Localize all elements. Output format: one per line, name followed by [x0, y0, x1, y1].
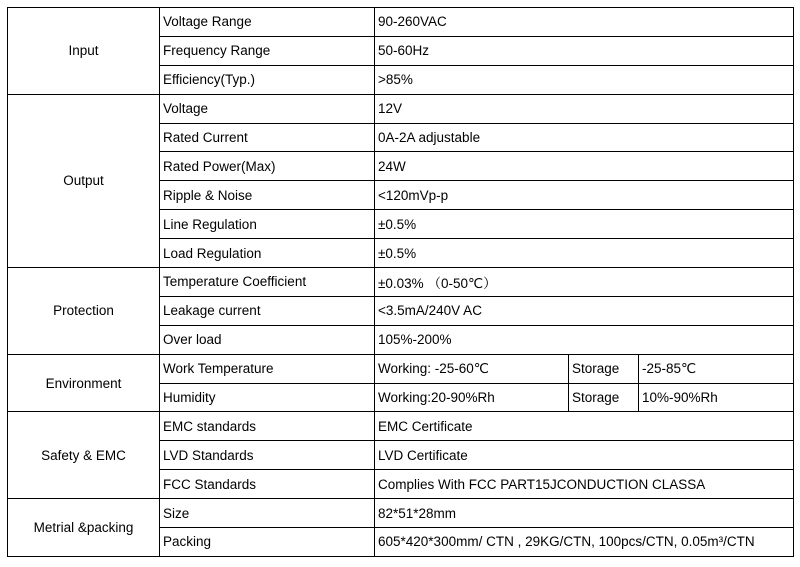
storage-label: Storage [569, 354, 639, 383]
spec-value: ±0.03% （0-50℃） [375, 268, 794, 297]
spec-value: 24W [375, 152, 794, 181]
table-row [8, 412, 794, 441]
spec-label: Over load [160, 325, 375, 354]
spec-value: ±0.5% [375, 239, 794, 268]
spec-label: Leakage current [160, 296, 375, 325]
spec-label: Rated Power(Max) [160, 152, 375, 181]
group-material-packing: Metrial &packing [8, 499, 160, 557]
table-row [8, 8, 794, 37]
spec-label: Work Temperature [160, 354, 375, 383]
group-protection: Protection [8, 268, 160, 355]
group-input: Input [8, 8, 160, 95]
spec-value: 12V [375, 94, 794, 123]
spec-value: 105%-200% [375, 325, 794, 354]
spec-value: EMC Certificate [375, 412, 794, 441]
spec-value: 90-260VAC [375, 8, 794, 37]
spec-table [7, 7, 794, 557]
spec-label: Frequency Range [160, 36, 375, 65]
group-safety-emc: Safety & EMC [8, 412, 160, 499]
group-output: Output [8, 94, 160, 267]
spec-label: Line Regulation [160, 210, 375, 239]
table-row [8, 94, 794, 123]
spec-value: ±0.5% [375, 210, 794, 239]
spec-label: Load Regulation [160, 239, 375, 268]
table-row [8, 499, 794, 528]
spec-value: LVD Certificate [375, 441, 794, 470]
spec-value: Working: -25-60℃ [375, 354, 569, 383]
spec-label: Packing [160, 528, 375, 557]
group-environment: Environment [8, 354, 160, 412]
spec-label: Ripple & Noise [160, 181, 375, 210]
spec-label: Efficiency(Typ.) [160, 65, 375, 94]
storage-value: -25-85℃ [639, 354, 794, 383]
spec-value: <3.5mA/240V AC [375, 296, 794, 325]
table-row [8, 354, 794, 383]
spec-value: 605*420*300mm/ CTN , 29KG/CTN, 100pcs/CTN, 0.05m³/CTN [375, 528, 794, 557]
spec-label: FCC Standards [160, 470, 375, 499]
spec-value: 50-60Hz [375, 36, 794, 65]
spec-label: Size [160, 499, 375, 528]
spec-value: Complies With FCC PART15JCONDUCTION CLASSA [375, 470, 794, 499]
spec-label: Voltage [160, 94, 375, 123]
spec-value: 0A-2A adjustable [375, 123, 794, 152]
spec-value: <120mVp-p [375, 181, 794, 210]
storage-value: 10%-90%Rh [639, 383, 794, 412]
spec-label: LVD Standards [160, 441, 375, 470]
spec-value: >85% [375, 65, 794, 94]
spec-value: Working:20-90%Rh [375, 383, 569, 412]
spec-label: Temperature Coefficient [160, 268, 375, 297]
storage-label: Storage [569, 383, 639, 412]
spec-label: EMC standards [160, 412, 375, 441]
table-row [8, 268, 794, 297]
spec-value: 82*51*28mm [375, 499, 794, 528]
spec-label: Humidity [160, 383, 375, 412]
spec-label: Voltage Range [160, 8, 375, 37]
spec-label: Rated Current [160, 123, 375, 152]
